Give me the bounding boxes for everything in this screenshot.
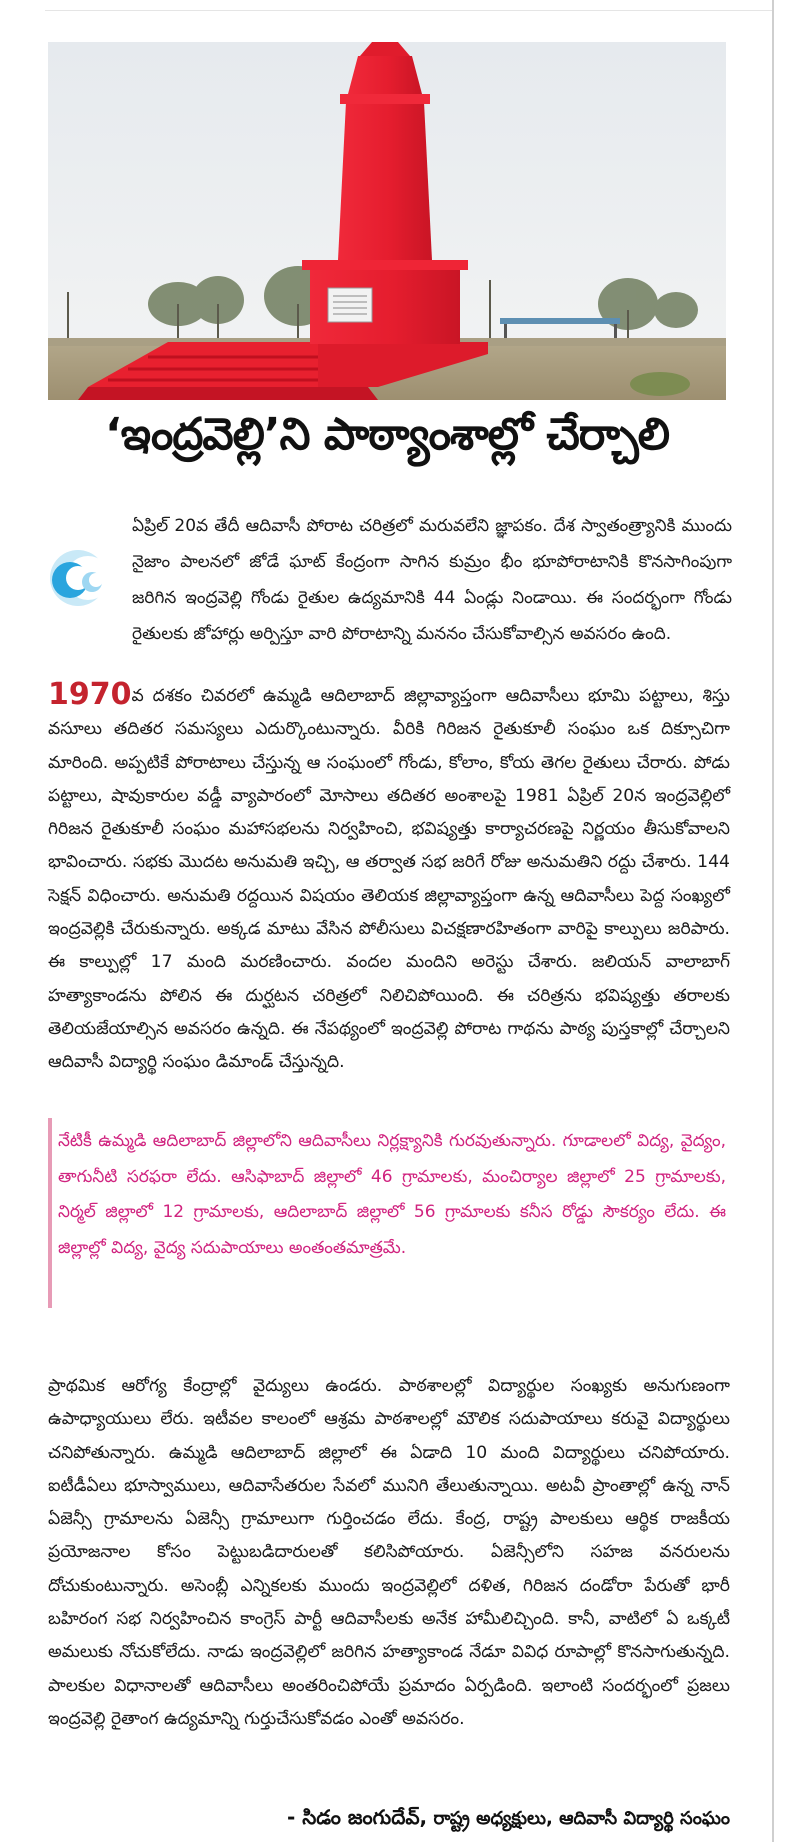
article-body-part2 xyxy=(48,1370,730,1736)
highlight-callout: నేటికీ ఉమ్మడి ఆదిలాబాద్ జిల్లాలోని ఆదివాసీలు నిర్లక్ష్యానికి గురవుతున్నారు. గూడాలలో విద్య, వైద్యం, తాగునీటి సరఫరా లేదు. ఆసిఫాబాద్ జిల్లాలో 46 గ్రామాలకు, మంచిర్యాల జిల్లాలో 25 గ్రామాలకు, నిర్మల్ జిల్లాలో 12 గ్రామాలకు, ఆదిలాబాద్ జిల్లాలో 56 గ్రామాలకు కనీస రోడ్డు సౌకర్యం లేదు. ఈ జిల్లాల్లో విద్య, వైద్య సదుపాయాలు అంతంతమాత్రమే. xyxy=(58,1131,726,1258)
memorial-photo xyxy=(48,42,726,400)
author-title: రాష్ట్ర అధ్యక్షులు, ఆదివాసీ విద్యార్థి సంఘం xyxy=(433,1808,730,1829)
column-divider xyxy=(772,0,774,1842)
dropcap-year: 1970 xyxy=(48,677,132,712)
author-name: - సిడం జంగుదేవ్, xyxy=(286,1805,428,1829)
body-paragraph-2: ప్రాథమిక ఆరోగ్య కేంద్రాల్లో వైద్యులు ఉండరు. పాఠశాలల్లో విద్యార్థుల సంఖ్యకు అనుగుణంగా ఉపాధ్యాయులు లేరు. ఇటీవల కాలంలో ఆశ్రమ పాఠశాలల్లో మౌలిక సదుపాయాలు కరువై విద్యార్థులు చనిపోతున్నారు. ఉమ్మడి ఆదిలాబాద్ జిల్లాలో ఈ ఏడాది 10 మంది విద్యార్థులు చనిపోయారు. ఐటీడీఏలు భూస్వాములు, ఆదివాసేతరుల సేవలో మునిగి తేలుతున్నాయి. అటవీ ప్రాంతాల్లో ఉన్న నాన్ ఏజెన్సీ గ్రామాలను ఏజెన్సీ గ్రామాలుగా గుర్తించడం లేదు. కేంద్ర, రాష్ట్ర పాలకులు ఆర్థిక రాజకీయ ప్రయోజనాల కోసం పెట్టుబడిదారులతో కలిసిపోయారు. ఏజెన్సీలోని సహజ వనరులను దోచుకుంటున్నారు. అసెంబ్లీ ఎన్నికలకు ముందు ఇంద్రవెల్లిలో దళిత, గిరిజన దండోరా పేరుతో భారీ బహిరంగ సభ నిర్వహించిన కాంగ్రెస్ పార్టీ ఆదివాసీలకు అనేక హామీలిచ్చింది. కానీ, వాటిలో ఏ ఒక్కటీ అమలుకు నోచుకోలేదు. నాడు ఇంద్రవెల్లిలో జరిగిన హత్యాకాండ నేడూ వివిధ రూపాల్లో కొనసాగుతున్నది. పాలకుల విధానాలతో ఆదివాసీలు అంతరించిపోయే ప్రమాదం ఏర్పడింది. ఇలాంటి సందర్భంలో ప్రజలు ఇంద్రవెల్లి రైతాంగ ఉద్యమాన్ని గుర్తుచేసుకోవడం ఎంతో అవసరం. xyxy=(48,1376,730,1729)
top-divider xyxy=(45,0,772,11)
intro-paragraph: ఏప్రిల్ 20వ తేదీ ఆదివాసీ పోరాట చరిత్రలో మరువలేని జ్ఞాపకం. దేశ స్వాతంత్ర్యానికి ముందు నైజాం పాలనలో జోడే ఘాట్ కేంద్రంగా సాగిన కుమ్రం భీం భూపోరాటానికి కొనసాగింపుగా జరిగిన ఇంద్రవెల్లి గోండు రైతుల ఉద్యమానికి 44 ఏండ్లు నిండాయి. ఈ సందర్భంగా గోండు రైతులకు జోహార్లు అర్పిస్తూ వారి పోరాటాన్ని మననం చేసుకోవాల్సిన అవసరం ఉంది. xyxy=(132,516,732,644)
quote-swirl-icon xyxy=(44,548,122,608)
body-paragraph-1-text: వ దశకం చివరలో ఉమ్మడి ఆదిలాబాద్ జిల్లావ్యాప్తంగా ఆదివాసీలు భూమి పట్టాలు, శిస్తు వసూలు తదితర సమస్యలు ఎదుర్కొంటున్నారు. వీరికి గిరిజన రైతుకూలీ సంఘం ఒక దిక్సూచిగా మారింది. అప్పటికే పోరాటాలు చేస్తున్న ఆ సంఘంలో గోండు, కోలాం, కోయ తెగల రైతులు చేరారు. పోడు పట్టాలు, షావుకారుల వడ్డీ వ్యాపారంలో మోసాలు తదితర అంశాలపై 1981 ఏప్రిల్ 20న ఇంద్రవెల్లిలో గిరిజన రైతుకూలీ సంఘం మహాసభలను నిర్వహించి, భవిష్యత్తు కార్యాచరణపై నిర్ణయం తీసుకోవాలని భావించారు. సభకు మొదట అనుమతి ఇచ్చి, ఆ తర్వాత సభ జరిగే రోజు అనుమతిని రద్దు చేశారు. 144 సెక్షన్ విధించారు. అనుమతి రద్దయిన విషయం తెలియక జిల్లావ్యాప్తంగా ఉన్న ఆదివాసీలు పెద్ద సంఖ్యలో ఇంద్రవెల్లికి చేరుకున్నారు. అక్కడ మాటు వేసిన పోలీసులు విచక్షణారహితంగా వారిపై కాల్పులు జరిపారు. ఈ కాల్పుల్లో 17 మంది మరణించారు. వందల మందిని అరెస్టు చేశారు. జలియన్ వాలాబాగ్ హత్యాకాండను పోలిన ఈ దుర్ఘటన చరిత్రలో నిలిచిపోయింది. ఈ చరిత్రను భవిష్యత్తు తరాలకు తెలియజేయాల్సిన అవసరం ఉన్నది. ఈ నేపథ్యంలో ఇంద్రవెల్లి పోరాట గాథను పాఠ్య పుస్తకాల్లో చేర్చాలని ఆదివాసీ విద్యార్థి సంఘం డిమాండ్ చేస్తున్నది. xyxy=(48,686,730,1073)
body-paragraph-1 xyxy=(48,677,730,1080)
headline: ‘ఇంద్రవెల్లి’ని పాఠ్యాంశాల్లో చేర్చాలి xyxy=(104,409,669,460)
article-body-part1 xyxy=(48,677,730,1080)
author-signature xyxy=(240,1805,730,1834)
